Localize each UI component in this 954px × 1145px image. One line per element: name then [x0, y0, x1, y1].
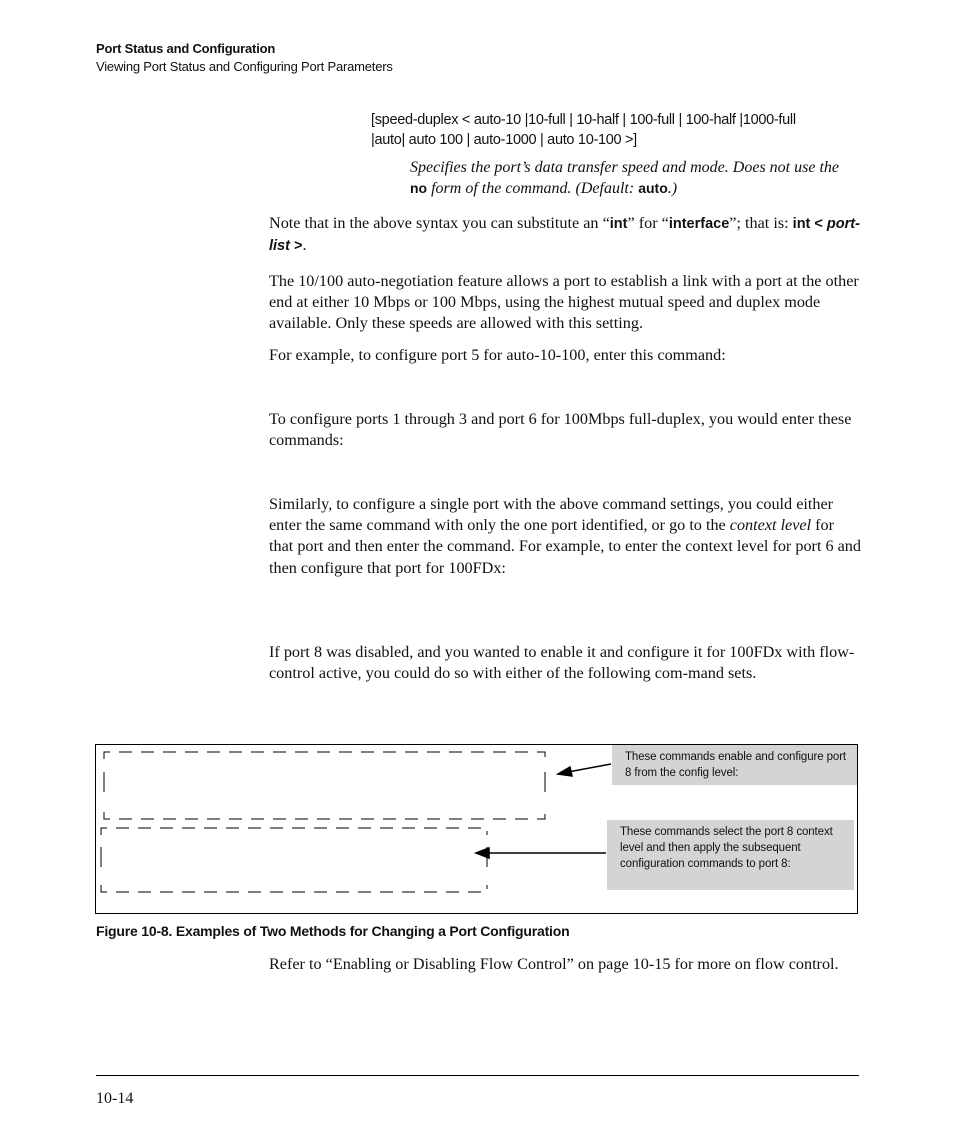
auto-keyword: auto — [638, 180, 668, 196]
int-keyword: int — [609, 216, 628, 232]
running-header-chapter: Port Status and Configuration — [96, 41, 276, 56]
example2-paragraph: To configure ports 1 through 3 and port 6 for 100Mbps full-duplex, you would enter these commands: — [269, 410, 852, 450]
port8-paragraph: If port 8 was disabled, and you wanted to enable it and configure it for 100FDx with flow-control active, you could do so with either of the following com-mand sets. — [269, 643, 855, 683]
arrow-callout-2 — [476, 848, 606, 858]
callout-config-level: These commands enable and configure port 8 from the config level: — [612, 745, 857, 785]
context-level-term: context level — [729, 516, 812, 535]
refer-paragraph: Refer to “Enabling or Disabling Flow Control” on page 10-15 for more on flow control. — [269, 955, 839, 973]
port-list-code: port-list — [269, 216, 860, 255]
syntax-line-1: [speed-duplex < auto-10 |10-full | 10-half | 100-full | 100-half |1000-full — [371, 112, 796, 128]
note-text: Note that in the above syntax you can substitute an “ — [269, 214, 610, 232]
note-text-3: ”; that is: — [729, 214, 793, 232]
page-number: 10-14 — [96, 1090, 134, 1107]
no-keyword: no — [410, 180, 428, 196]
footer-rule — [96, 1075, 859, 1076]
int-code-end: > — [289, 238, 303, 255]
interface-keyword: interface — [668, 216, 730, 232]
autoneg-paragraph: The 10/100 auto-negotiation feature allows a port to establish a link with a port at the other end at either 10 Mbps or 100 Mbps, using the highest mutual speed and duplex mode available. Only these speeds are allowed with this setting. — [269, 272, 859, 333]
callout-context-level: These commands select the port 8 context level and then apply the subsequent configuration commands to port 8: — [607, 820, 854, 890]
figure-caption: Figure 10-8. Examples of Two Methods for Changing a Port Configuration — [96, 923, 570, 939]
similar-text: Similarly, to configure a single port with the above command settings, you could either enter the same command with only the one port identified, or go to the — [269, 495, 834, 535]
arrow-callout-1 — [558, 764, 611, 776]
note-text-4: . — [302, 236, 307, 255]
similar-text-2: for that port and then enter the command. For example, to enter the context level for port 6 and then configure that port for 100FDx: — [269, 516, 861, 577]
running-header-section: Viewing Port Status and Configuring Port Parameters — [96, 59, 393, 74]
example1-paragraph: For example, to configure port 5 for auto-10-100, enter this command: — [269, 346, 726, 364]
syntax-desc-text-3: .) — [667, 180, 678, 197]
dashed-box-context-level — [101, 828, 487, 892]
dashed-box-config-level — [104, 752, 545, 819]
int-code: int < — [792, 216, 827, 232]
note-text-2: ” for “ — [627, 214, 669, 232]
syntax-desc-text-2: form of the command. (Default: — [427, 180, 639, 197]
syntax-line-2: |auto| auto 100 | auto-1000 | auto 10-100 >] — [371, 132, 637, 148]
syntax-desc-text: Specifies the port’s data transfer speed and mode. Does not use the — [410, 159, 839, 176]
